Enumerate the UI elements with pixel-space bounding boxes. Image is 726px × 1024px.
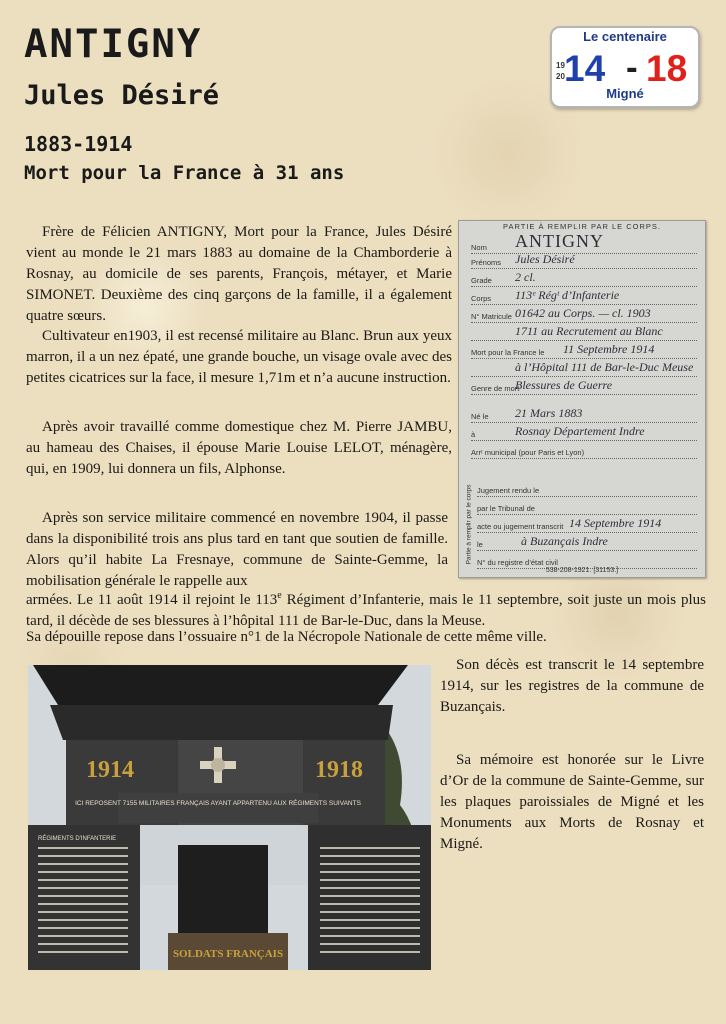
- card-row-label: acte ou jugement transcrit: [477, 522, 564, 531]
- military-record-card: [458, 220, 706, 578]
- monument-photo: [28, 665, 431, 970]
- paragraph-service: Après son service militaire commencé en novembre 1904, il passe dans la disponibilité trois ans plus tard en tant que soutien de famille. Alors qu’il habite La Fresnaye, commune de Sainte-Gemme, la mobilisation générale le rappelle aux: [26, 510, 448, 589]
- year-left-text: 1914: [86, 757, 134, 783]
- card-row-value: 11 Septembre 1914: [563, 342, 655, 356]
- ossuary-monument-image: [28, 665, 431, 970]
- paragraph-transcription: Son décès est transcrit le 14 septembre 1914, sur les registres de la commune de Buzançais.: [440, 657, 704, 715]
- paragraph-census: Cultivateur en1903, il est recensé militaire au Blanc. Brun aux yeux marron, il a un nez épaté, une grande bouche, un visage ovale avec des petites cicatrices sur la face, il mesure 1,71m et n’a aucune instruction.: [26, 328, 452, 386]
- year-right-text: 1918: [315, 757, 363, 783]
- logo-place: Migné: [606, 86, 644, 101]
- inscription-band: [118, 793, 318, 823]
- logo-century-top: 19: [556, 61, 565, 70]
- death-text-part1: armées. Le 11 août 1914 il rejoint le 113: [26, 592, 278, 608]
- regiments-header: RÉGIMENTS D'INFANTERIE: [38, 836, 117, 842]
- card-row-value: 113ᵉ Régᵗ d’Infanterie: [515, 288, 620, 302]
- life-years: 1883-1914: [24, 132, 133, 156]
- card-row: [471, 438, 697, 459]
- first-name: Jules Désiré: [24, 80, 220, 111]
- monument-inscription: ICI REPOSENT 7155 MILITAIRES FRANÇAIS AYANT APPARTENU AUX RÉGIMENTS SUIVANTS: [75, 800, 361, 807]
- pillar-left: [28, 825, 140, 970]
- card-row-value: à Buzançais Indre: [521, 534, 608, 548]
- card-row-label: Prénoms: [471, 258, 502, 267]
- card-row-label: à: [471, 430, 476, 439]
- card-row-label: N° Matricule: [471, 312, 512, 321]
- card-row-label: Arrᵗ municipal (pour Paris et Lyon): [471, 448, 585, 457]
- paragraph-memory: Sa mémoire est honorée sur le Livre d’Or de la commune de Sainte-Gemme, sur les plaques paroissiales de Migné et les Monuments aux Morts de Rosnay et Migné.: [440, 752, 704, 852]
- card-header: PARTIE À REMPLIR PAR LE CORPS.: [503, 222, 661, 231]
- card-row-label: Jugement rendu le: [477, 486, 540, 495]
- pillar-right: [308, 825, 431, 970]
- paragraph-marriage: Après avoir travaillé comme domestique chez M. Pierre JAMBU, au hameau des Chaises, il épouse Marie Louise LELOT, ménagère, qui, en 1909, lui donnera un fils, Alphonse.: [26, 419, 452, 477]
- card-row-value: Blessures de Guerre: [515, 378, 613, 392]
- card-row-label: Nom: [471, 243, 487, 252]
- paragraph-birth: Frère de Félicien ANTIGNY, Mort pour la France, Jules Désiré vient au monde le 21 mars 1883 au domaine de la Chamborderie à Rosnay, au domicile de ses parents, François, métayer, et Marie SIMONET. Deuxième des cinq garçons de la famille, il a également quatre sœurs.: [26, 224, 452, 324]
- card-row: [477, 548, 697, 569]
- card-row-value: ANTIGNY: [515, 231, 604, 251]
- monument-roof: [33, 665, 408, 705]
- card-row-value: 2 cl.: [515, 270, 536, 284]
- card-row-value: Jules Désiré: [515, 252, 575, 266]
- card-row-label: Genre de mort: [471, 384, 520, 393]
- card-row-label: le: [477, 540, 483, 549]
- logo-top-text: Le centenaire: [583, 29, 667, 44]
- page-title: ANTIGNY: [24, 22, 203, 67]
- card-row-label: N° du registre d’état civil: [477, 558, 558, 567]
- card-row-label: par le Tribunal de: [477, 504, 535, 513]
- card-side-label: Partie à remplir par le corps: [465, 484, 473, 565]
- death-text-superscript: e: [277, 590, 282, 601]
- card-row-value: 14 Septembre 1914: [569, 516, 662, 530]
- card-row-label: Né le: [471, 412, 489, 421]
- card-row: [471, 374, 697, 395]
- card-row-value: 1711 au Recrutement au Blanc: [515, 324, 663, 338]
- centenaire-logo: [550, 26, 700, 108]
- death-subtitle: Mort pour la France à 31 ans: [24, 162, 345, 184]
- paragraph-death: [26, 585, 706, 632]
- bottom-plaque-text: SOLDATS FRANÇAIS: [172, 948, 284, 960]
- death-text-part2: Régiment d’Infanterie, mais le 11 septembre, soit juste un mois plus tard, il décède de ses blessures à l’hôpital 111 de Bar-le-Duc, dans la Meuse.: [26, 592, 706, 629]
- card-row-value: 21 Mars 1883: [515, 406, 583, 420]
- card-row-value: 01642 au Corps. — cl. 1903: [515, 306, 651, 320]
- logo-year-18: 18: [646, 48, 688, 89]
- card-row-value: Rosnay Département Indre: [515, 424, 645, 438]
- card-row-label: Grade: [471, 276, 492, 285]
- logo-century-bottom: 20: [556, 72, 565, 81]
- paragraph-burial: Sa dépouille repose dans l’ossuaire n°1 de la Nécropole Nationale de cette même ville.: [26, 629, 547, 645]
- card-footer: 538-208-1921. [31153.]: [545, 567, 619, 574]
- monument-cornice: [50, 705, 393, 740]
- card-row-label: Mort pour la France le: [471, 348, 545, 357]
- card-row-label: Corps: [471, 294, 492, 303]
- card-row-value: à l’Hôpital 111 de Bar-le-Duc Meuse: [515, 360, 694, 374]
- logo-dash: -: [626, 48, 638, 87]
- logo-year-14: 14: [564, 48, 606, 89]
